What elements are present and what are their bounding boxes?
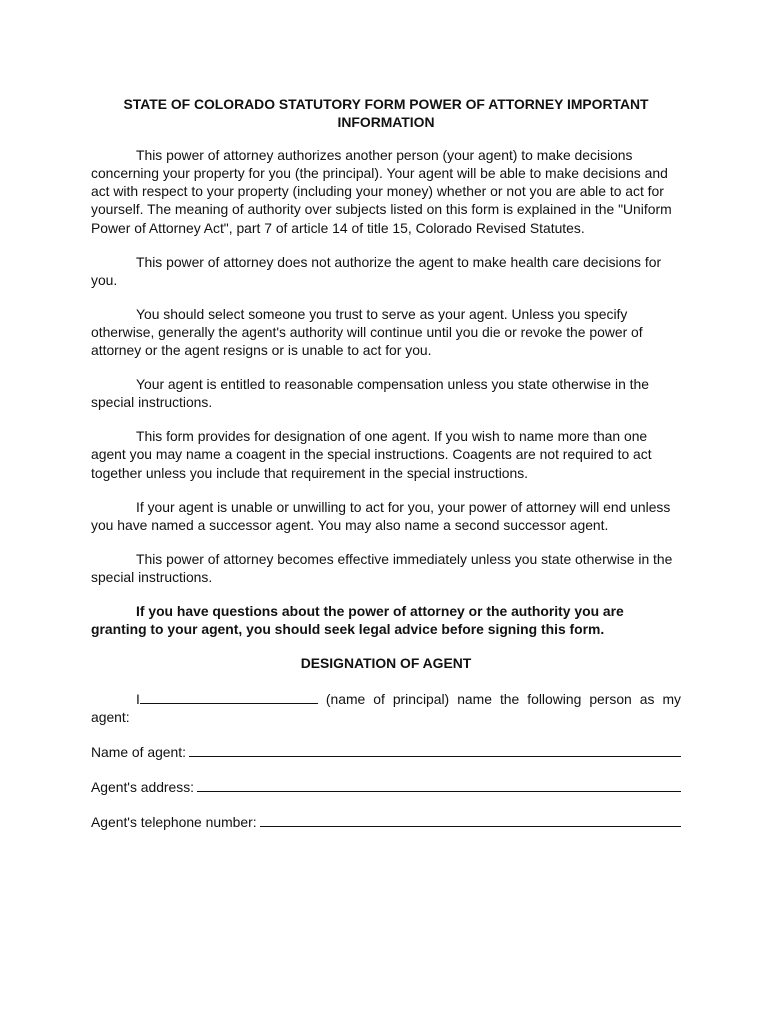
paragraph-coagent: This form provides for designation of one agent. If you wish to name more than one agent you may name a coagent in the special instructions. Coagents are not required to act together unless you include that requirement in the special instructions. <box>91 428 652 481</box>
agent-name-label: Name of agent: <box>91 744 186 761</box>
agent-address-row <box>91 777 681 796</box>
agent-phone-field[interactable] <box>260 825 681 827</box>
principal-statement <box>91 690 681 726</box>
agent-phone-label: Agent's telephone number: <box>91 814 257 831</box>
agent-address-field[interactable] <box>197 790 681 792</box>
principal-suffix: (name of principal) name the following person as my agent: <box>91 691 681 726</box>
principal-name-field[interactable] <box>140 690 318 704</box>
principal-prefix: I <box>136 691 140 708</box>
paragraph-trust-agent: You should select someone you trust to serve as your agent. Unless you specify otherwise, generally the agent's authority will continue until you die or revoke the power of attorney or the agent resigns or is unable to act for you. <box>91 305 643 359</box>
designation-heading: DESIGNATION OF AGENT <box>300 655 472 672</box>
paragraph-compensation: Your agent is entitled to reasonable compensation unless you state otherwise in the special instructions. <box>91 376 649 411</box>
paragraph-health-care: This power of attorney does not authorize the agent to make health care decisions for you. <box>91 253 662 288</box>
agent-name-row <box>91 742 681 761</box>
agent-name-field[interactable] <box>189 755 681 757</box>
paragraph-effective-date: This power of attorney becomes effective immediately unless you state otherwise in the special instructions. <box>91 550 673 585</box>
legal-advice-notice: If you have questions about the power of attorney or the authority you are granting to your agent, you should seek legal advice before signing this form. <box>91 602 624 638</box>
agent-phone-row <box>91 812 681 831</box>
document-page <box>91 95 681 847</box>
document-title: STATE OF COLORADO STATUTORY FORM POWER OF ATTORNEY IMPORTANT INFORMATION <box>123 96 649 131</box>
agent-address-label: Agent's address: <box>91 779 195 796</box>
paragraph-successor-agent: If your agent is unable or unwilling to act for you, your power of attorney will end unless you have named a successor agent. You may also name a second successor agent. <box>91 498 671 533</box>
paragraph-authorization: This power of attorney authorizes another person (your agent) to make decisions concerning your property for you (the principal). Your agent will be able to make decisions and act with respect to your property (including your money) whether or not you are able to act for yourself. The meaning of authority over subjects listed on this form is explained in the "Uniform Power of Attorney Act", part 7 of article 14 of title 15, Colorado Revised Statutes. <box>91 147 672 236</box>
